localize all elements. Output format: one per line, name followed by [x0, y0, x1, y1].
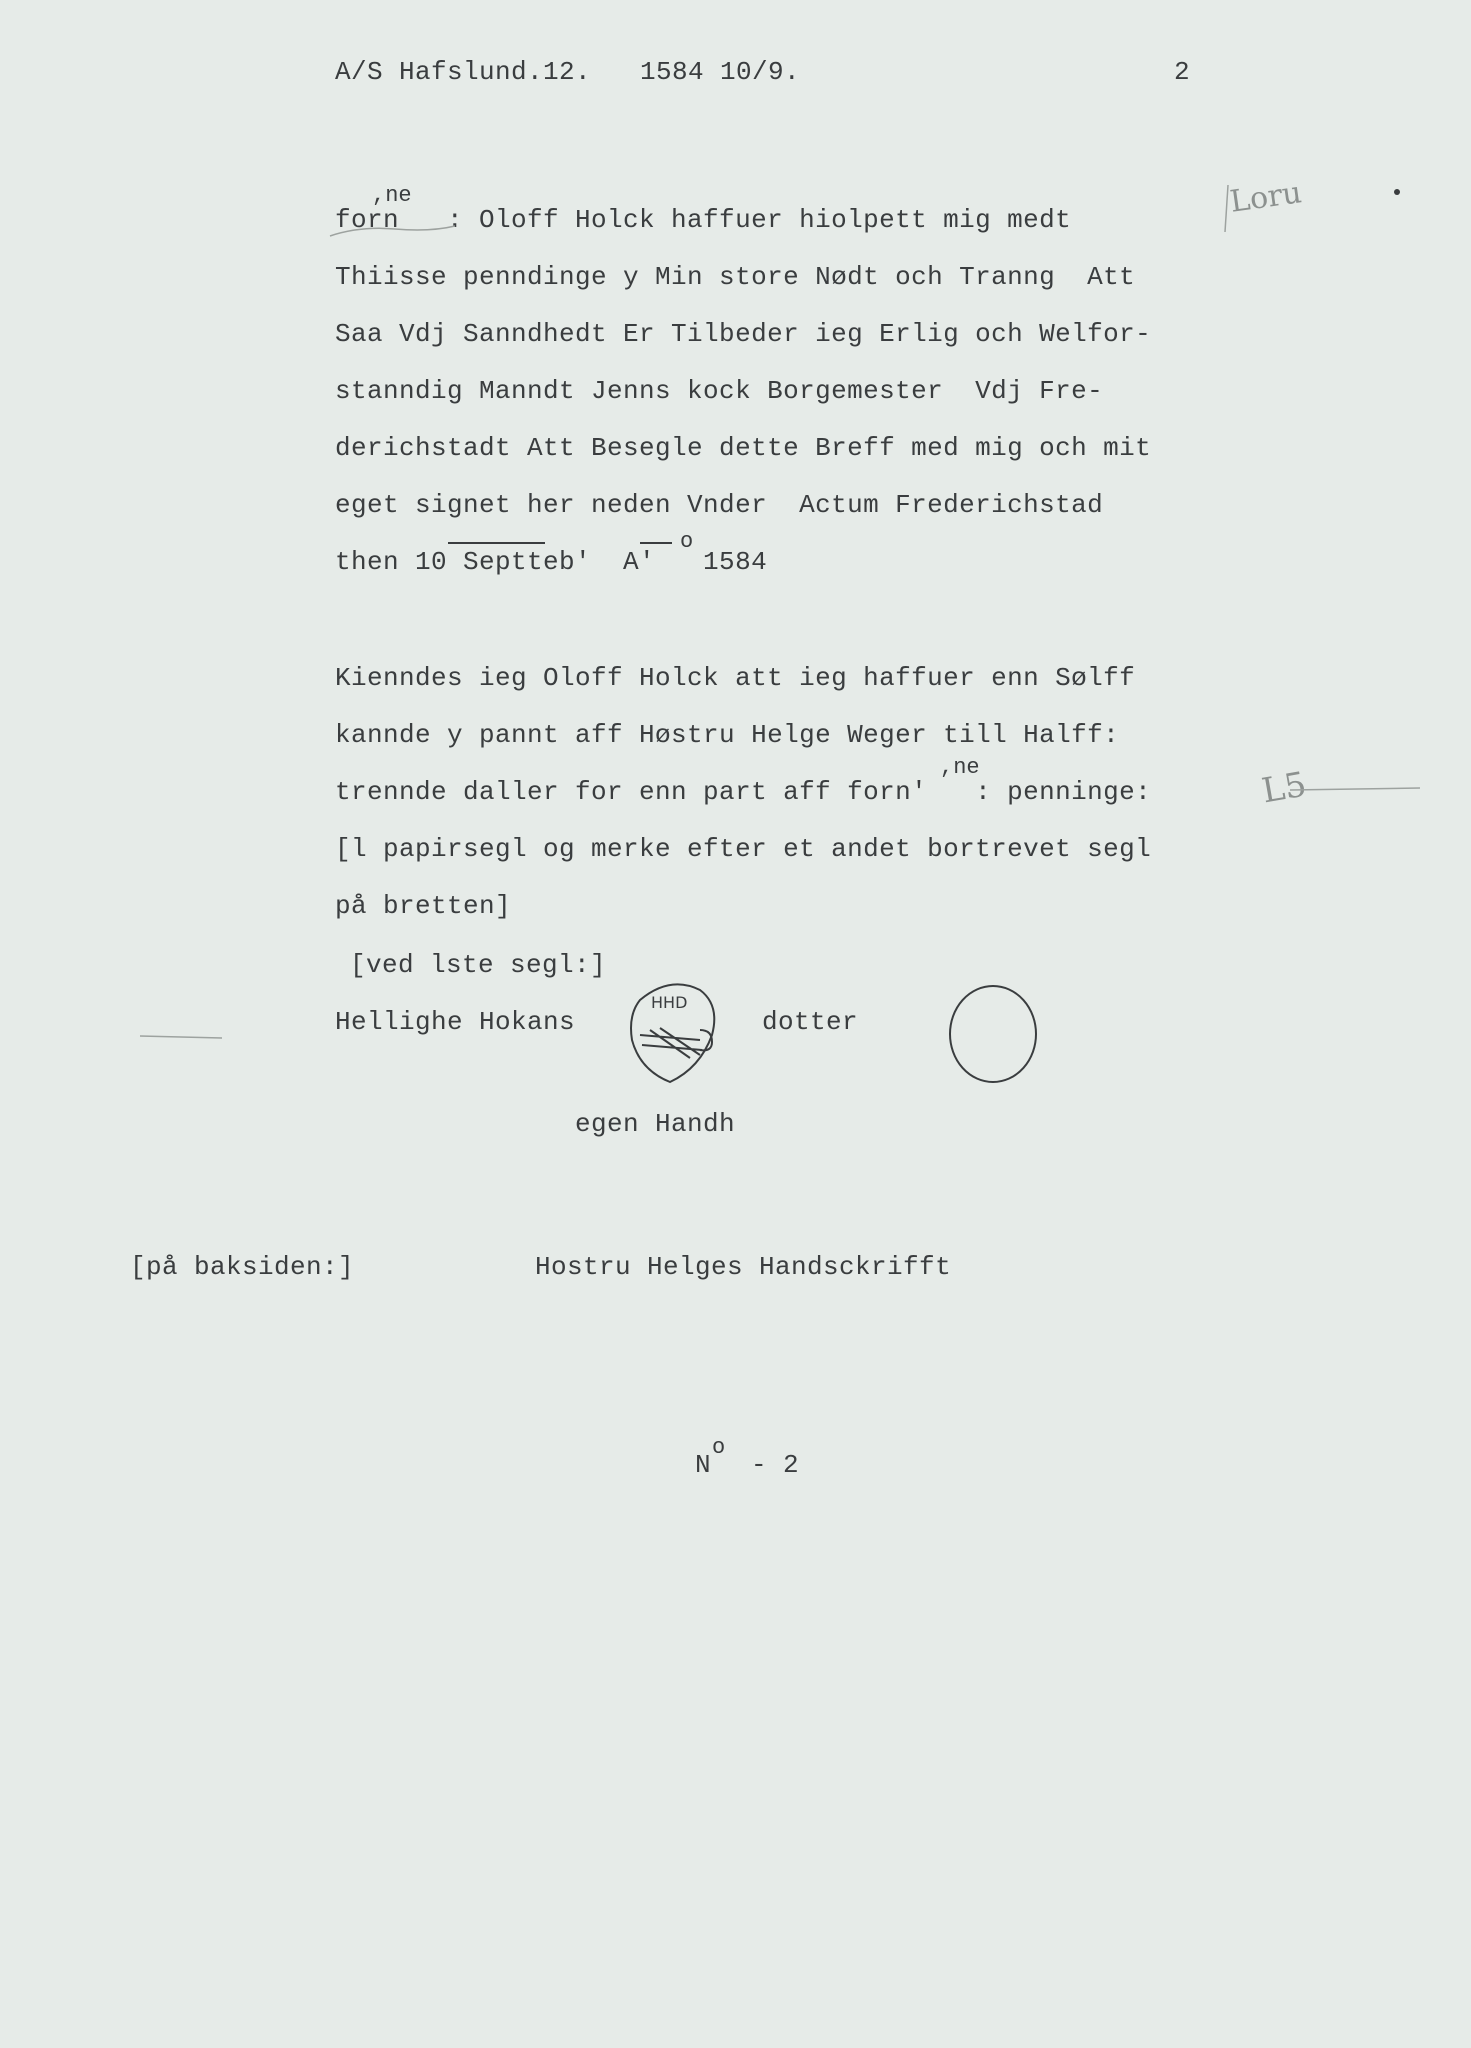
backside-label: [på baksiden:] — [130, 1252, 355, 1282]
forn-superscript-2: ,ne — [940, 755, 980, 780]
para1-line-3: Saa Vdj Sanndhedt Er Tilbeder ieg Erlig och Welfor- — [335, 319, 1152, 349]
pencil-stroke-middle — [1290, 788, 1420, 790]
para1-line-6: eget signet her neden Vnder Actum Frederichstad — [335, 490, 1104, 520]
para1-line-2: Thiisse penndinge y Min store Nødt och Tranng Att — [335, 262, 1136, 292]
para1-line-1: forn : Oloff Holck haffuer hiolpett mig medt — [335, 205, 1072, 235]
header-date: 1584 10/9. — [640, 57, 801, 87]
signature-left: Hellighe Hokans — [335, 1007, 576, 1037]
forn-superscript: ,ne — [372, 183, 412, 208]
hhd-seal-drawing — [631, 984, 714, 1082]
signature-below: egen Handh — [575, 1109, 736, 1139]
signature-right: dotter — [762, 1007, 859, 1037]
margin-note-top-right: Loru — [1227, 175, 1304, 220]
backside-text: Hostru Helges Handsckrifft — [535, 1252, 952, 1282]
para2-line-2: kannde y pannt aff Høstru Helge Weger till Halff: — [335, 720, 1120, 750]
seal-note: [ved lste segl:] — [350, 950, 607, 980]
para1-line-4: stanndig Manndt Jenns kock Borgemester Vdj Fre- — [335, 376, 1104, 406]
para2-line-5: på bretten] — [335, 891, 512, 921]
pencil-stroke-left — [140, 1036, 222, 1038]
pencil-stroke-top — [1225, 185, 1228, 232]
para1-line-5: derichstadt Att Besegle dette Breff med mig och mit — [335, 433, 1152, 463]
anno-superscript: o — [680, 529, 694, 554]
footer-number-superscript: o — [712, 1435, 726, 1460]
footer-number-letter: N — [695, 1450, 712, 1480]
header-reference: A/S Hafslund.12. — [335, 57, 592, 87]
empty-seal-circle — [950, 986, 1036, 1082]
page-number: 2 — [1174, 57, 1191, 87]
pencil-squiggle — [330, 226, 455, 236]
ink-dot — [1394, 189, 1400, 195]
para2-line-1: Kienndes ieg Oloff Holck att ieg haffuer enn Sølff — [335, 663, 1136, 693]
para2-line-3: trennde daller for enn part aff forn' : penninge: — [335, 777, 1152, 807]
para2-line-4: [l papirsegl og merke efter et andet bortrevet segl — [335, 834, 1152, 864]
para1-line-7: then 10 Septteb' A' 1584 — [335, 547, 768, 577]
seal-initials: HHD — [651, 993, 688, 1012]
footer-number-value: - 2 — [735, 1450, 800, 1480]
margin-note-middle-right: L5 — [1258, 764, 1310, 812]
